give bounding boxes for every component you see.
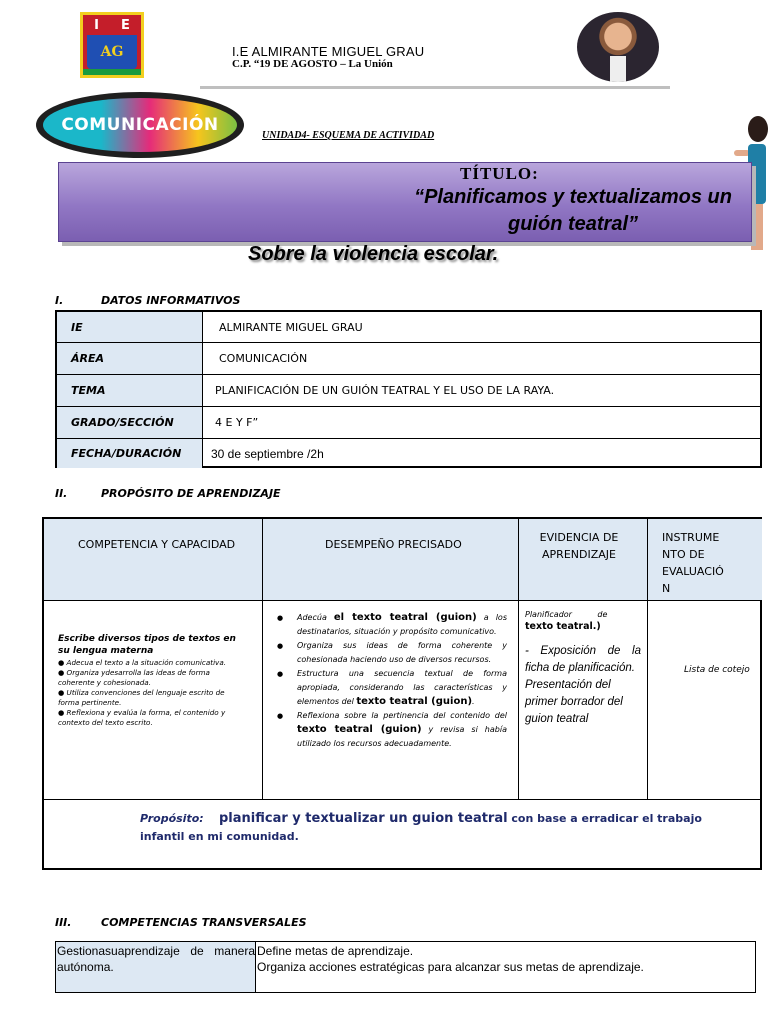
activity-subtitle: Sobre la violencia escolar.	[248, 243, 499, 265]
instrumento-cell	[648, 601, 762, 800]
table-row	[57, 439, 760, 468]
proposito-rest: con base a erradicar el trabajo infantil en mi comunidad	[140, 812, 702, 843]
competencia-cell	[44, 601, 263, 800]
school-shield-logo	[80, 12, 144, 78]
list-item: ● Adecua el texto a la situación comunicativa.	[58, 658, 227, 667]
evidencia-text: Planificador de texto teatral.) - Exposición de la ficha de planificación. Presentación del primer borrador del guion teatral	[525, 610, 641, 725]
row-value: ALMIRANTE MIGUEL GRAU	[219, 320, 363, 334]
header-desempeno: DESEMPEÑO PRECISADO	[263, 519, 519, 601]
row-label: IE	[57, 312, 203, 342]
header-divider	[200, 86, 670, 89]
school-name: I.E ALMIRANTE MIGUEL GRAU	[232, 44, 425, 59]
portrait-image	[577, 12, 659, 82]
row-value: 30 de septiembre /2h	[211, 446, 324, 461]
list-item: ● Adecúa el texto teatral (guion) a los destinatarios, situación y propósito comunicativo.	[275, 611, 507, 639]
section-3-heading	[55, 916, 355, 930]
title-label: TÍTULO:	[460, 164, 539, 183]
section-2-number: II.	[55, 487, 68, 500]
desempeno-cell	[263, 601, 519, 800]
header-competencia: COMPETENCIA Y CAPACIDAD	[44, 519, 263, 601]
list-item: ● Reflexiona sobre la pertinencia del contenido del texto teatral (guion) y revisa si había utilizado los recursos adecuadamente.	[275, 709, 507, 751]
proposito-label: Propósito:	[140, 812, 204, 825]
row-label: TEMA	[57, 375, 203, 406]
logo-word: COMUNICACIÓN	[61, 115, 219, 135]
section-2-title: PROPÓSITO DE APRENDIZAJE	[101, 487, 281, 500]
list-item: Define metas de aprendizaje.	[257, 944, 414, 958]
table-row	[57, 375, 760, 407]
school-location: C.P. “19 DE AGOSTO – La Unión	[232, 58, 393, 70]
evidencia-cell	[519, 601, 648, 800]
competencia-title: Escribe diversos tipos de textos en su lengua materna	[58, 634, 236, 656]
section-3-title: COMPETENCIAS TRANSVERSALES	[101, 916, 307, 929]
shield-monogram: AG	[87, 35, 137, 69]
row-label: FECHA/DURACIÓN	[57, 439, 203, 468]
section-2-heading	[55, 487, 355, 501]
comunicacion-logo	[36, 92, 244, 158]
table-row	[57, 407, 760, 439]
row-value: 4 E Y F”	[215, 416, 259, 429]
proposito-table	[42, 517, 762, 870]
shield-letter-i: I	[94, 17, 99, 33]
table-row	[57, 312, 760, 343]
capacidades-list	[58, 658, 248, 728]
row-label: GRADO/SECCIÓN	[57, 407, 203, 438]
section-1-number: I.	[55, 294, 64, 307]
section-1-title: DATOS INFORMATIVOS	[101, 294, 241, 307]
list-item: ● Utiliza convenciones del lenguaje escrito de forma pertinente.	[58, 688, 225, 707]
list-item: ● Organiza ydesarrolla las ideas de forma coherente y cohesionada.	[58, 668, 210, 687]
transversal-capacidades	[256, 942, 755, 992]
row-label: ÁREA	[57, 343, 203, 374]
desempenos-list	[275, 611, 507, 751]
activity-title: “Planificamos y textualizamos un guión teatral”	[414, 186, 732, 235]
proposito-emph: planificar y textualizar un guion teatral	[219, 811, 508, 826]
header-evidencia: EVIDENCIA DE APRENDIZAJE	[519, 519, 648, 601]
transversal-competencia: Gestionasuaprendizaje de manera autónoma.	[56, 942, 256, 992]
competencias-transversales-table	[55, 941, 756, 993]
datos-informativos-table	[55, 310, 762, 468]
list-item: Organiza acciones estratégicas para alcanzar sus metas de aprendizaje.	[257, 960, 644, 974]
row-value: COMUNICACIÓN	[219, 352, 308, 365]
row-value: PLANIFICACIÓN DE UN GUIÓN TEATRAL Y EL USO DE LA RAYA.	[215, 384, 555, 397]
section-3-number: III.	[55, 916, 72, 929]
instrumento-text: Lista de cotejo	[684, 665, 750, 675]
proposito-text: planificar y textualizar un guion teatral con base a erradicar el trabajo infantil en mi comunidad.	[140, 811, 702, 843]
list-item: ● Estructura una secuencia textual de forma apropiada, considerando las características y elementos del texto teatral (guion).	[275, 667, 507, 709]
list-item: ● Reflexiona y evalúa la forma, el contenido y contexto del texto escrito.	[58, 708, 226, 727]
shield-letter-e: E	[121, 17, 130, 33]
proposito-row	[44, 800, 760, 870]
header-instrumento: INSTRUME NTO DE EVALUACIÓ N	[648, 519, 762, 601]
section-1-heading	[55, 294, 355, 308]
table-row	[57, 343, 760, 375]
list-item: ● Organiza sus ideas de forma coherente y cohesionada haciendo uso de diversos recursos.	[275, 639, 507, 667]
unit-label: UNIDAD4- ESQUEMA DE ACTIVIDAD	[262, 130, 435, 141]
